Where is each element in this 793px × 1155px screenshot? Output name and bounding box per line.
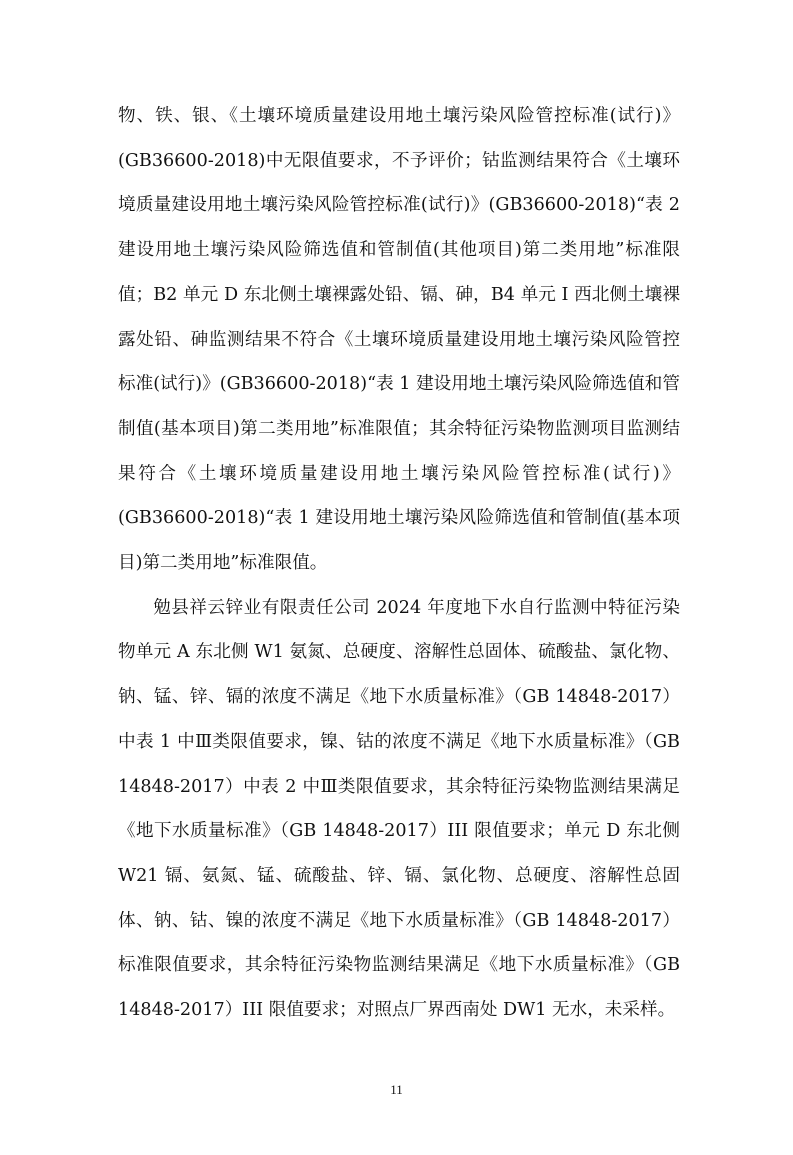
page-body bbox=[118, 94, 680, 1033]
page-number: 11 bbox=[390, 1082, 403, 1097]
paragraph-groundwater-monitoring: 勉县祥云锌业有限责任公司 2024 年度地下水自行监测中特征污染物单元 A 东北侧 W1 氨氮、总硬度、溶解性总固体、硫酸盐、氯化物、钠、锰、锌、镉的浓度不满足《地下水质量标准》（GB 14848-2017）中表 1 中Ⅲ类限值要求，镍、钴的浓度不满足《地下水质量标准》（GB 14848-2017）中表 2 中Ⅲ类限值要求，其余特征污染物监测结果满足《地下水质量标准》（GB 14848-2017）III 限值要求；单元 D 东北侧 W21 镉、氨氮、锰、硫酸盐、锌、镉、氯化物、总硬度、溶解性总固体、钠、钴、镍的浓度不满足《地下水质量标准》（GB 14848-2017）标准限值要求，其余特征污染物监测结果满足《地下水质量标准》（GB 14848-2017）III 限值要求；对照点厂界西南处 DW1 无水，未采样。 bbox=[118, 597, 680, 1021]
paragraph-soil-evaluation: 物、铁、银、《土壤环境质量建设用地土壤污染风险管控标准(试行)》(GB36600-2018)中无限值要求，不予评价；钴监测结果符合《土壤环境质量建设用地土壤污染风险管控标准(试行)》(GB36600-2018)“表 2 建设用地土壤污染风险筛选值和管制值(其他项目)第二类用地”标准限值；B2 单元 D 东北侧土壤裸露处铅、镉、砷，B4 单元 I 西北侧土壤裸露处铅、砷监测结果不符合《土壤环境质量建设用地土壤污染风险管控标准(试行)》(GB36600-2018)“表 1 建设用地土壤污染风险筛选值和管制值(基本项目)第二类用地”标准限值；其余特征污染物监测项目监测结果符合《土壤环境质量建设用地土壤污染风险管控标准(试行)》(GB36600-2018)“表 1 建设用地土壤污染风险筛选值和管制值(基本项目)第二类用地”标准限值。 bbox=[118, 106, 680, 574]
